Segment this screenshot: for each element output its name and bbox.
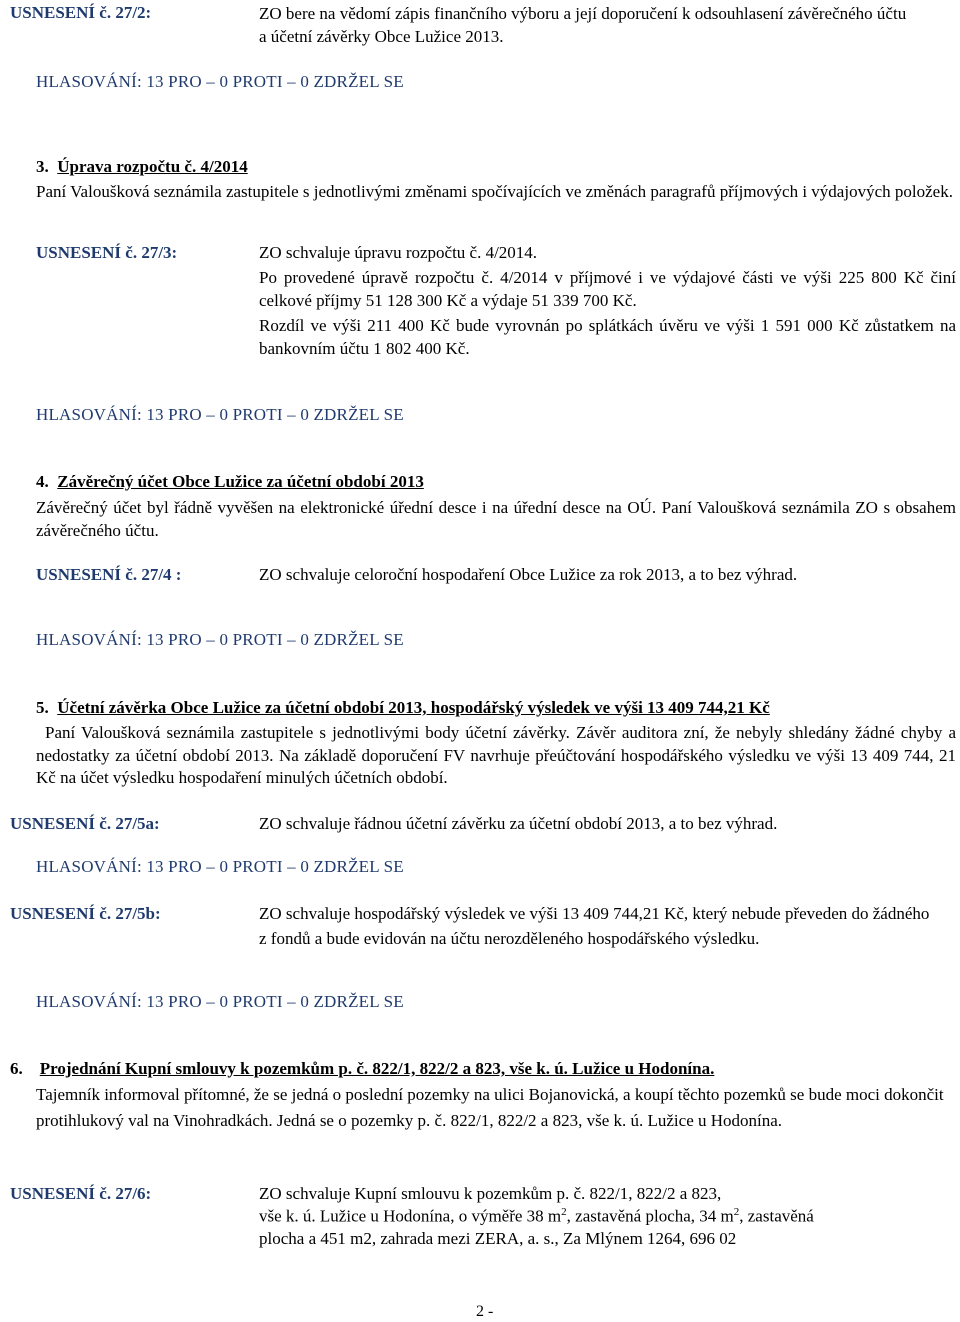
resolution-line: plocha a 451 m2, zahrada mezi ZERA, a. s., Za Mlýnem 1264, 696 02 — [259, 1229, 737, 1248]
page-number: 2 - — [476, 1303, 494, 1320]
section-heading — [10, 1059, 714, 1079]
section-body: Paní Valoušková seznámila zastupitele s jednotlivými body účetní závěrky. Závěr auditora zní, že nebyly shledány žádné chyby a nedostatky za účetní období 2013. Na základě doporučení FV navrhuje přeúčtování hospodářského výsledku ve výši 13 409 744, 21 Kč na účet výsledku hospodaření minulých účetních období. — [36, 723, 956, 787]
resolution-text: ZO schvaluje hospodářský výsledek ve výši 13 409 744,21 Kč, který nebude převeden do žádného z fondů a bude evidován na účtu nerozděleného hospodářského výsledku. — [259, 904, 930, 948]
vote-line: HLASOVÁNÍ: 13 PRO – 0 PROTI – 0 ZDRŽEL SE — [36, 72, 404, 91]
resolution-label: USNESENÍ č. 27/5a: — [10, 814, 160, 833]
resolution-line-part: vše k. ú. Lužice u Hodonína, o výměře 38 m — [259, 1206, 562, 1226]
section-number: 5. — [36, 698, 49, 717]
section-number: 3. — [36, 157, 49, 176]
resolution-label: USNESENÍ č. 27/5b: — [10, 904, 161, 923]
vote-line: HLASOVÁNÍ: 13 PRO – 0 PROTI – 0 ZDRŽEL SE — [36, 857, 404, 876]
resolution-text: ZO schvaluje celoroční hospodaření Obce Lužice za rok 2013, a to bez výhrad. — [259, 565, 798, 584]
section-body: Paní Valoušková seznámila zastupitele s jednotlivými změnami spočívajících ve změnách paragrafů příjmových i výdajových položek. — [36, 182, 953, 201]
section-body: Tajemník informoval přítomné, že se jedná o poslední pozemky na ulici Bojanovická, a koupí těchto pozemků se bude moci dokončit protihlukový val na Vinohradkách. Jedná se o pozemky p. č. 822/1, 822/2 a 823, vše k. ú. Lužice u Hodonína. — [36, 1085, 944, 1130]
resolution-line: Po provedené úpravě rozpočtu č. 4/2014 v příjmové i ve výdajové části ve výši 225 800 Kč činí celkové příjmy 51 128 300 Kč a výdaje 51 339 700 Kč. — [259, 268, 956, 310]
resolution-label: USNESENÍ č. 27/2: — [10, 3, 152, 22]
section-title: Úprava rozpočtu č. 4/2014 — [57, 157, 248, 176]
section-title: Závěrečný účet Obce Lužice za účetní období 2013 — [57, 472, 424, 491]
section-heading — [36, 157, 248, 177]
vote-line: HLASOVÁNÍ: 13 PRO – 0 PROTI – 0 ZDRŽEL SE — [36, 992, 404, 1011]
resolution-text: ZO bere na vědomí zápis finančního výboru a její doporučení k odsouhlasení závěrečného účtu a účetní závěrky Obce Lužice 2013. — [259, 4, 907, 46]
vote-line: HLASOVÁNÍ: 13 PRO – 0 PROTI – 0 ZDRŽEL SE — [36, 630, 404, 649]
section-body: Závěrečný účet byl řádně vyvěšen na elektronické úřední desce i na úřední desce na OÚ. Paní Valoušková seznámila ZO s obsahem závěrečného účtu. — [36, 498, 956, 540]
resolution-label: USNESENÍ č. 27/4 : — [36, 565, 182, 584]
resolution-line-part: , zastavěná plocha, 34 m — [566, 1206, 734, 1226]
section-number: 6. — [10, 1059, 23, 1078]
resolution-label: USNESENÍ č. 27/3: — [36, 243, 178, 262]
section-title: Projednání Kupní smlouvy k pozemkům p. č. 822/1, 822/2 a 823, vše k. ú. Lužice u Hodonína. — [39, 1059, 715, 1078]
resolution-line-part: , zastavěná — [739, 1206, 814, 1226]
resolution-line: Rozdíl ve výši 211 400 Kč bude vyrovnán po splátkách úvěru ve výši 1 591 000 Kč zůstatkem na bankovním účtu 1 802 400 Kč. — [259, 316, 956, 358]
superscript: 2 — [733, 1206, 740, 1218]
resolution-label: USNESENÍ č. 27/6: — [10, 1184, 152, 1203]
resolution-line: ZO schvaluje úpravu rozpočtu č. 4/2014. — [259, 243, 538, 262]
superscript: 2 — [561, 1206, 567, 1218]
resolution-text: ZO schvaluje řádnou účetní závěrku za účetní období 2013, a to bez výhrad. — [259, 814, 778, 833]
resolution-line — [259, 1206, 814, 1227]
section-heading — [36, 698, 770, 718]
section-number: 4. — [36, 472, 49, 491]
section-title: Účetní závěrka Obce Lužice za účetní období 2013, hospodářský výsledek ve výši 13 409 744,21 Kč — [57, 698, 770, 717]
resolution-line: ZO schvaluje Kupní smlouvu k pozemkům p. č. 822/1, 822/2 a 823, — [259, 1184, 722, 1203]
section-heading — [36, 472, 424, 492]
vote-line: HLASOVÁNÍ: 13 PRO – 0 PROTI – 0 ZDRŽEL SE — [36, 405, 404, 424]
